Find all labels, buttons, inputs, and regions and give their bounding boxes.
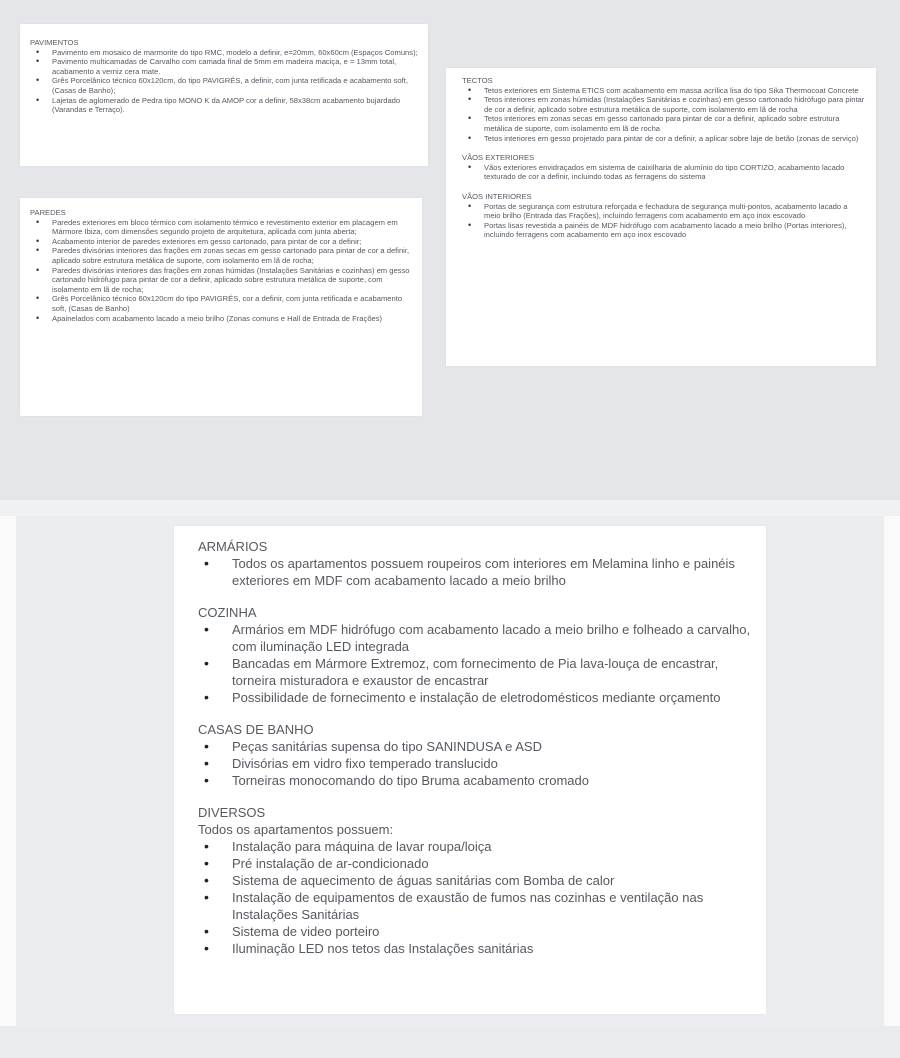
diversos-intro: Todos os apartamentos possuem: — [198, 822, 394, 837]
panel-divider — [0, 500, 900, 516]
list-item: • Instalação para máquina de lavar roupa/loiça — [198, 838, 752, 855]
vaos-interiores-list — [462, 202, 866, 240]
list-item: • Possibilidade de fornecimento e instalação de eletrodomésticos mediante orçamento — [198, 689, 752, 706]
list-item: • Bancadas em Mármore Extremoz, com fornecimento de Pia lava-louça de encastrar, torneira misturadora e exaustor de encastrar — [198, 655, 752, 689]
right-edge-card — [884, 516, 900, 1026]
casas-de-banho-section — [198, 721, 752, 789]
vaos-exteriores-section — [462, 153, 866, 182]
diversos-section — [198, 804, 752, 957]
armarios-section — [198, 538, 752, 589]
list-item: • Grês Porcelânico técnico 60x120cm, do tipo PAVIGRÉS, a definir, com junta retificada e acabamento soft, (Casas de Banho); — [30, 76, 418, 95]
list-item: • Pré instalação de ar-condicionado — [198, 855, 752, 872]
list-item: • Acabamento interior de paredes exteriores em gesso cartonado, para pintar de cor a definir; — [30, 237, 412, 247]
paredes-card — [20, 198, 422, 416]
list-item: • Peças sanitárias supensa do tipo SANINDUSA e ASD — [198, 738, 752, 755]
list-item: • Tetos interiores em zonas secas em gesso cartonado para pintar de cor a definir, aplicado sobre estrutura metálica de suporte, com isolamento em lã de rocha — [462, 114, 866, 133]
pavimentos-list — [30, 48, 418, 115]
list-item: • Paredes divisórias interiores das frações em zonas secas em gesso cartonado para pintar de cor a definir, aplicado sobre estrutura metálica de suporte, com isolamento em lã de rocha; — [30, 246, 412, 265]
cozinha-title: COZINHA — [198, 605, 257, 620]
list-item: • Armários em MDF hidrófugo com acabamento lacado a meio brilho e folheado a carvalho, com iluminação LED integrada — [198, 621, 752, 655]
cozinha-section — [198, 604, 752, 706]
diversos-title: DIVERSOS — [198, 805, 266, 820]
list-item: • Torneiras monocomando do tipo Bruma acabamento cromado — [198, 772, 752, 789]
list-item: • Apainelados com acabamento lacado a meio brilho (Zonas comuns e Hall de Entrada de Frações) — [30, 314, 412, 324]
left-edge-card — [0, 516, 16, 1026]
list-item: • Pavimento multicamadas de Carvalho com camada final de 5mm em madeira maciça, e = 13mm total, acabamento a verniz cera mate. — [30, 57, 418, 76]
list-item: • Paredes exteriores em bloco térmico com isolamento térmico e revestimento exterior em placagem em Mármore Ibiza, com dimensões segundo projeto de arquitetura, aplicada com junta aberta; — [30, 218, 412, 237]
list-item: • Tetos exteriores em Sistema ETICS com acabamento em massa acrílica lisa do tipo Sika Thermocoat Concrete — [462, 86, 866, 96]
list-item: • Instalação de equipamentos de exaustão de fumos nas cozinhas e ventilação nas Instalações Sanitárias — [198, 889, 752, 923]
pavimentos-section — [30, 38, 418, 115]
paredes-section — [30, 208, 412, 323]
tectos-title: TECTOS — [462, 76, 493, 85]
casas-de-banho-list — [198, 738, 752, 789]
vaos-interiores-section — [462, 192, 866, 240]
vaos-exteriores-list — [462, 163, 866, 182]
list-item: • Lajetas de aglomerado de Pedra tipo MONO K da AMOP cor a definir, 58x38cm acabamento bujardado (Varandas e Terraço). — [30, 96, 418, 115]
list-item: • Todos os apartamentos possuem roupeiros com interiores em Melamina linho e painéis exteriores em MDF com acabamento lacado a meio brilho — [198, 555, 752, 589]
tectos-section — [462, 76, 866, 143]
armarios-list — [198, 555, 752, 589]
paredes-list — [30, 218, 412, 324]
vaos-interiores-title: VÃOS INTERIORES — [462, 191, 532, 201]
list-item: • Divisórias em vidro fixo temperado translucido — [198, 755, 752, 772]
list-item: • Portas lisas revestida a painéis de MDF hidrófugo com acabamento lacado a meio brilho (Portas interiores), incluindo ferragens com acabamento em aço inox escovado — [462, 221, 866, 240]
vaos-exteriores-title: VÃOS EXTERIORES — [462, 153, 535, 163]
paredes-title: PAREDES — [30, 208, 66, 217]
list-item: • Paredes divisórias interiores das frações em zonas húmidas (Instalações Sanitárias e cozinhas) em gesso cartonado hidrófugo para pintar de cor a definir, aplicado sobre estrutura metálica de suporte, com isolamento em lã de rocha; — [30, 266, 412, 295]
list-item: • Grês Porcelânico técnico 60x120cm do tipo PAVIGRÉS, cor a definir, com junta retificada e acabamento soft, (Casas de Banho) — [30, 294, 412, 313]
list-item: • Tetos interiores em gesso projetado para pintar de cor a definir, a aplicar sobre laje de betão (zonas de serviço) — [462, 134, 866, 144]
armarios-title: ARMÁRIOS — [198, 539, 268, 554]
tectos-list — [462, 86, 866, 144]
list-item: • Portas de segurança com estrutura reforçada e fechadura de segurança multi-pontos, acabamento lacado a meio brilho (Entrada das Frações), incluindo ferragens com acabamento em aço inox escovado — [462, 202, 866, 221]
casas-de-banho-title: CASAS DE BANHO — [198, 722, 314, 737]
pavimentos-title: PAVIMENTOS — [30, 38, 79, 47]
list-item: • Sistema de aquecimento de águas sanitárias com Bomba de calor — [198, 872, 752, 889]
pavimentos-card — [20, 24, 428, 166]
cozinha-list — [198, 621, 752, 706]
tectos-vaos-card — [446, 68, 876, 366]
equipamentos-card — [174, 526, 766, 1014]
list-item: • Pavimento em mosaico de marmorite do tipo RMC, modelo a definir, e=20mm, 60x60cm (Espaços Comuns); — [30, 48, 418, 58]
list-item: • Tetos interiores em zonas húmidas (Instalações Sanitárias e cozinhas) em gesso cartonado hidrófugo para pintar de cor a definir, aplicado sobre estrutura metálica de suporte, com isolamento em lã de rocha — [462, 95, 866, 114]
list-item: • Sistema de video porteiro — [198, 923, 752, 940]
list-item: • Iluminação LED nos tetos das Instalações sanitárias — [198, 940, 752, 957]
list-item: • Vãos exteriores envidraçados em sistema de caixilharia de alumínio do tipo CORTIZO, acabamento lacado texturado de cor a definir, incluindo todas as ferragens do sistema — [462, 163, 866, 182]
diversos-list — [198, 838, 752, 957]
